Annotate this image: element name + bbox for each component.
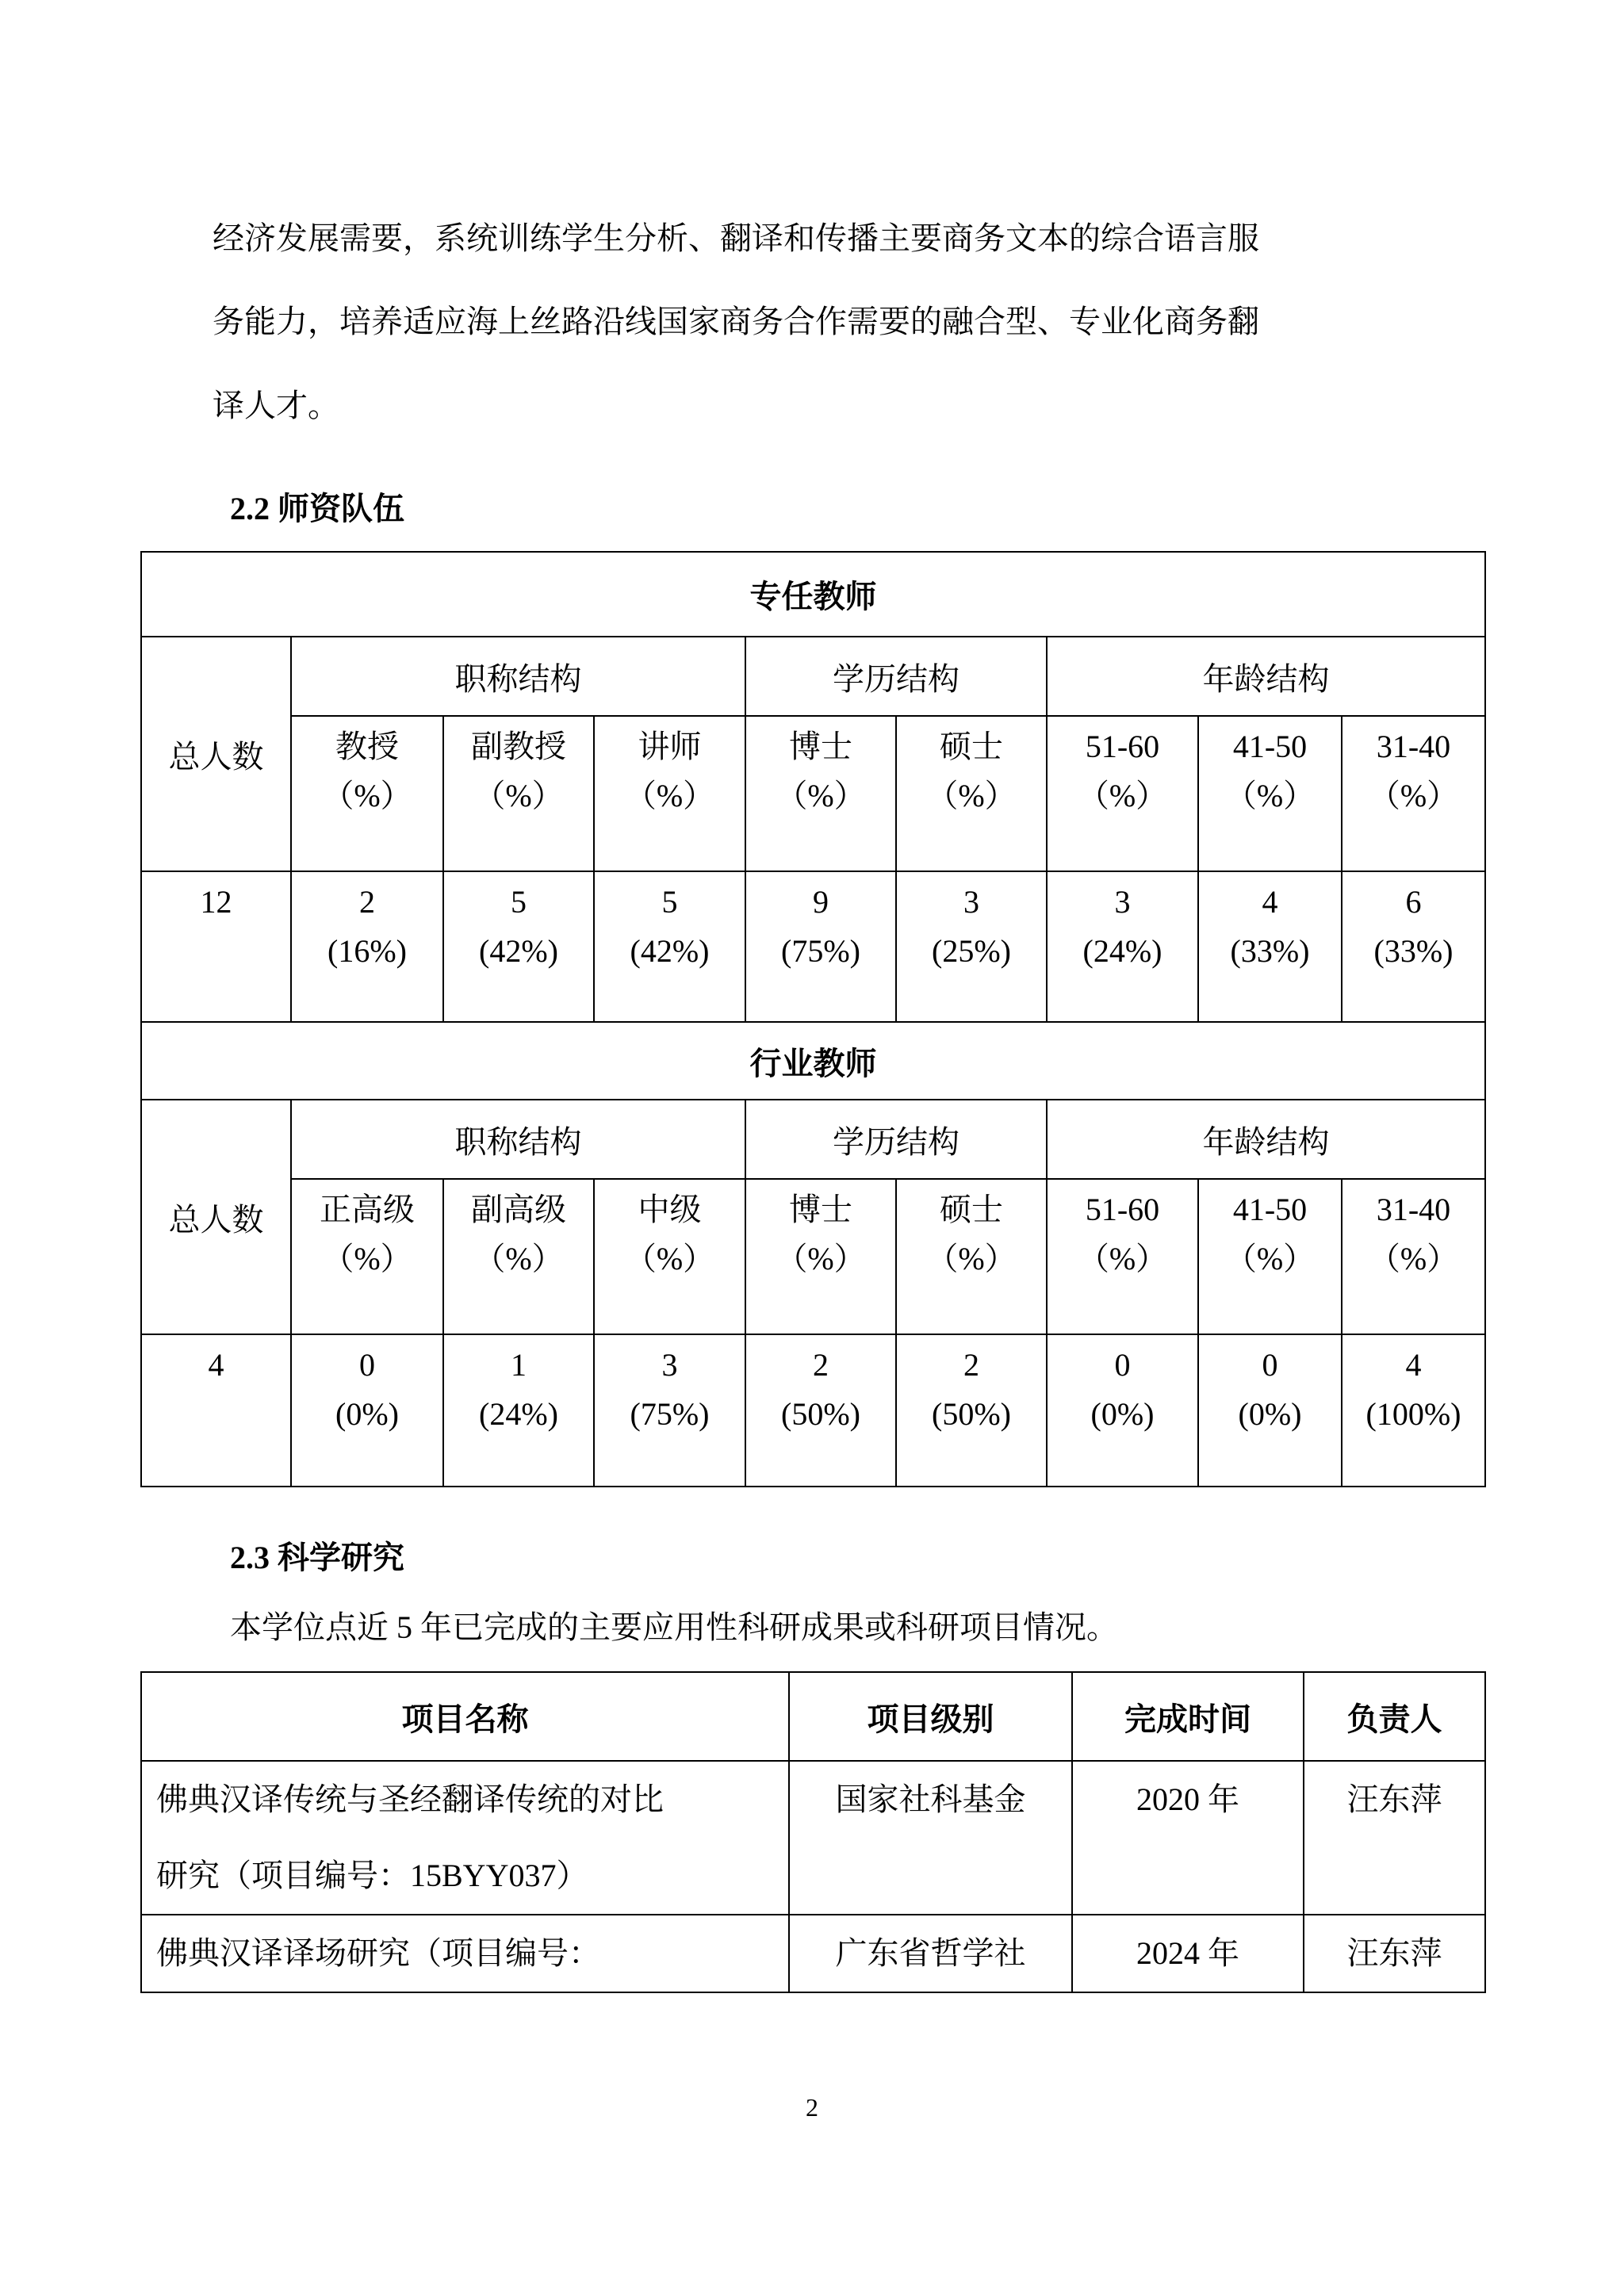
data-cell: 5 (42%) (443, 871, 594, 1022)
col-header: 中级 （%） (594, 1179, 745, 1334)
paragraph-line: 经济发展需要，系统训练学生分析、翻译和传播主要商务文本的综合语言服 (213, 220, 1259, 256)
section-heading-faculty: 2.2 师资队伍 (230, 491, 404, 526)
paragraph-line: 务能力，培养适应海上丝路沿线国家商务合作需要的融合型、专业化商务翻 (213, 304, 1259, 339)
col-header: 正高级 （%） (291, 1179, 443, 1334)
header-completion-time: 完成时间 (1072, 1672, 1304, 1761)
paragraph-line: 译人才。 (213, 388, 339, 423)
data-cell: 2 (50%) (896, 1334, 1047, 1487)
col-header: 51-60 （%） (1047, 716, 1198, 871)
data-cell: 2 (50%) (745, 1334, 896, 1487)
data-cell: 0 (0%) (291, 1334, 443, 1487)
col-header: 博士 （%） (745, 1179, 896, 1334)
data-cell: 1 (24%) (443, 1334, 594, 1487)
group-title: 职称结构 (291, 1100, 745, 1179)
project-name: 佛典汉译传统与圣经翻译传统的对比 研究（项目编号：15BYY037） (141, 1761, 789, 1915)
col-header: 31-40 （%） (1342, 716, 1485, 871)
col-header: 31-40 （%） (1342, 1179, 1485, 1334)
group-age: 年龄结构 (1047, 1100, 1485, 1179)
completion-year: 2020 年 (1072, 1761, 1304, 1915)
project-level: 国家社科基金 (789, 1761, 1072, 1915)
data-cell: 3 (75%) (594, 1334, 745, 1487)
data-cell: 9 (75%) (745, 871, 896, 1022)
data-cell: 4 (33%) (1198, 871, 1342, 1022)
col-header: 41-50 （%） (1198, 716, 1342, 871)
col-header: 51-60 （%） (1047, 1179, 1198, 1334)
table-row (141, 1761, 1485, 1915)
group-age: 年龄结构 (1047, 637, 1485, 716)
data-cell: 3 (24%) (1047, 871, 1198, 1022)
total-value: 12 (141, 871, 291, 1022)
section-heading-research: 2.3 科学研究 (230, 1540, 404, 1575)
project-name: 佛典汉译译场研究（项目编号： (141, 1915, 789, 1992)
group-title: 职称结构 (291, 637, 745, 716)
completion-year: 2024 年 (1072, 1915, 1304, 1992)
project-level: 广东省哲学社 (789, 1915, 1072, 1992)
table-row (141, 1915, 1485, 1992)
group-education: 学历结构 (745, 637, 1047, 716)
total-value: 4 (141, 1334, 291, 1487)
project-leader: 汪东萍 (1304, 1761, 1485, 1915)
col-header: 教授 （%） (291, 716, 443, 871)
data-cell: 6 (33%) (1342, 871, 1485, 1022)
col-header: 硕士 （%） (896, 716, 1047, 871)
header-project-name: 项目名称 (141, 1672, 789, 1761)
col-header: 副高级 （%） (443, 1179, 594, 1334)
industry-title: 行业教师 (141, 1022, 1485, 1100)
project-leader: 汪东萍 (1304, 1915, 1485, 1992)
col-header: 硕士 （%） (896, 1179, 1047, 1334)
header-leader: 负责人 (1304, 1672, 1485, 1761)
col-header: 讲师 （%） (594, 716, 745, 871)
research-table (140, 1671, 1486, 1993)
col-header: 41-50 （%） (1198, 1179, 1342, 1334)
header-project-level: 项目级别 (789, 1672, 1072, 1761)
data-cell: 3 (25%) (896, 871, 1047, 1022)
total-label: 总人数 (141, 637, 291, 871)
data-cell: 5 (42%) (594, 871, 745, 1022)
col-header: 博士 （%） (745, 716, 896, 871)
data-cell: 0 (0%) (1047, 1334, 1198, 1487)
faculty-table (140, 551, 1486, 1487)
data-cell: 0 (0%) (1198, 1334, 1342, 1487)
data-cell: 4 (100%) (1342, 1334, 1485, 1487)
page-number: 2 (806, 2093, 818, 2122)
research-intro: 本学位点近 5 年已完成的主要应用性科研成果或科研项目情况。 (230, 1609, 1118, 1645)
total-label: 总人数 (141, 1100, 291, 1334)
group-education: 学历结构 (745, 1100, 1047, 1179)
data-cell: 2 (16%) (291, 871, 443, 1022)
full-time-title: 专任教师 (141, 552, 1485, 637)
col-header: 副教授 （%） (443, 716, 594, 871)
